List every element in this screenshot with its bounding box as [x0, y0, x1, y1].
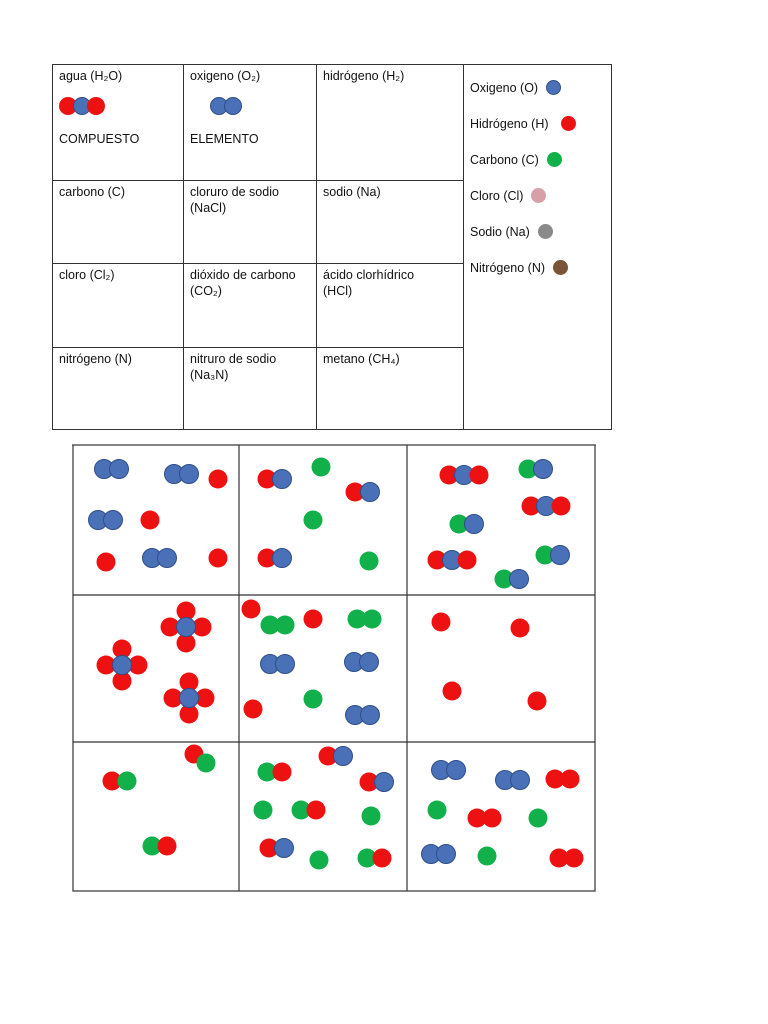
- carbon-atom: [197, 754, 216, 773]
- hydrogen-atom: [244, 700, 263, 719]
- element-tag: ELEMENTO: [190, 132, 259, 146]
- oxygen-atom: [551, 546, 570, 565]
- particle-diagram-grid: [72, 444, 596, 892]
- cell-label: carbono (C): [59, 185, 125, 199]
- sodium-dot-icon: [538, 224, 553, 239]
- oxygen-atom: [334, 747, 353, 766]
- legend-item-oxygen: [470, 80, 561, 95]
- cell-cloruro-de-sodio: [184, 181, 316, 263]
- cell-carbono: [53, 181, 183, 263]
- hydrogen-dot-icon: [561, 116, 576, 131]
- cell-label: oxigeno (O₂): [190, 69, 261, 83]
- hydrogen-atom: [97, 553, 116, 572]
- legend-label: Cloro (Cl): [470, 188, 524, 203]
- cell-label: dióxido de carbono (CO₂): [190, 268, 296, 298]
- legend-item-chlorine: [470, 188, 546, 203]
- hydrogen-atom: [470, 466, 489, 485]
- cell-nitruro-de-sodio: [184, 348, 316, 429]
- carbon-atom: [254, 801, 273, 820]
- cell-acido-clorhidrico: [317, 264, 463, 347]
- hydrogen-atom: [209, 470, 228, 489]
- hydrogen-atom: [307, 801, 326, 820]
- legend-label: Hidrógeno (H): [470, 116, 549, 131]
- cell-label: sodio (Na): [323, 185, 381, 199]
- oxygen-atom: [273, 549, 292, 568]
- cell-label: ácido clorhídrico (HCl): [323, 268, 415, 298]
- oxygen-atom: [158, 549, 177, 568]
- oxygen-atom: [375, 773, 394, 792]
- carbon-atom: [428, 801, 447, 820]
- carbon-atom: [478, 847, 497, 866]
- cell-label: metano (CH₄): [323, 352, 400, 366]
- chlorine-dot-icon: [531, 188, 546, 203]
- cell-label: cloruro de sodio (NaCl): [190, 185, 279, 215]
- carbon-atom: [312, 458, 331, 477]
- oxygen-atom: [275, 839, 294, 858]
- hydrogen-atom: [432, 613, 451, 632]
- oxygen-atom: [447, 761, 466, 780]
- carbon-atom: [118, 772, 137, 791]
- oxygen-atom: [180, 465, 199, 484]
- hydrogen-atom: [511, 619, 530, 638]
- carbon-atom: [304, 511, 323, 530]
- oxygen-atom: [465, 515, 484, 534]
- cell-dioxido-de-carbono: [184, 264, 316, 347]
- carbon-dot-icon: [547, 152, 562, 167]
- cell-label: cloro (Cl₂): [59, 268, 115, 282]
- hydrogen-atom: [443, 682, 462, 701]
- cell-cloro: [53, 264, 183, 347]
- hydrogen-atom: [304, 610, 323, 629]
- oxygen-atom: [534, 460, 553, 479]
- hydrogen-atom: [565, 849, 584, 868]
- legend-item-hydrogen: [470, 116, 576, 131]
- legend-item-sodium: [470, 224, 553, 239]
- oxygen-atom: [361, 706, 380, 725]
- nitrogen-dot-icon: [553, 260, 568, 275]
- oxygen-atom: [511, 771, 530, 790]
- carbon-atom: [276, 616, 295, 635]
- carbon-atom: [529, 809, 548, 828]
- cell-hidrogeno: [317, 65, 463, 180]
- oxygen-atom: [180, 689, 199, 708]
- cell-sodio: [317, 181, 463, 263]
- cell-oxigeno: [184, 65, 316, 180]
- cell-metano: [317, 348, 463, 429]
- compound-tag: COMPUESTO: [59, 132, 140, 146]
- cell-nitrogeno: [53, 348, 183, 429]
- carbon-atom: [362, 807, 381, 826]
- oxygen-atom: [510, 570, 529, 589]
- carbon-atom: [363, 610, 382, 629]
- carbon-atom: [304, 690, 323, 709]
- carbon-atom: [360, 552, 379, 571]
- hydrogen-atom: [141, 511, 160, 530]
- oxygen-atom: [113, 656, 132, 675]
- legend-label: Oxigeno (O): [470, 80, 539, 95]
- hydrogen-atom: [561, 770, 580, 789]
- hydrogen-atom: [242, 600, 261, 619]
- hydrogen-atom: [528, 692, 547, 711]
- legend-label: Sodio (Na): [470, 224, 530, 239]
- oxygen-dot-icon: [546, 80, 561, 95]
- hydrogen-atom: [458, 551, 477, 570]
- cell-label: nitruro de sodio (Na₃N): [190, 352, 277, 382]
- hydrogen-atom: [158, 837, 177, 856]
- hydrogen-atom: [552, 497, 571, 516]
- legend-item-nitrogen: [470, 260, 568, 275]
- hydrogen-atom: [483, 809, 502, 828]
- cell-label: hidrógeno (H₂): [323, 69, 405, 83]
- oxygen-atom: [110, 460, 129, 479]
- legend-item-carbon: [470, 152, 562, 167]
- oxygen-atom: [361, 483, 380, 502]
- oxygen-atom: [360, 653, 379, 672]
- hydrogen-atom: [373, 849, 392, 868]
- oxygen-atom: [104, 511, 123, 530]
- cell-agua: [53, 65, 183, 180]
- table-divider: [463, 65, 464, 429]
- cell-label: agua (H₂O): [59, 69, 123, 83]
- oxygen-atom: [276, 655, 295, 674]
- hydrogen-atom: [209, 549, 228, 568]
- legend-label: Carbono (C): [470, 152, 539, 167]
- oxygen-atom: [224, 97, 242, 115]
- oxygen-atom: [177, 618, 196, 637]
- hydrogen-atom: [87, 97, 105, 115]
- oxygen-atom: [437, 845, 456, 864]
- hydrogen-atom: [273, 763, 292, 782]
- oxygen-atom: [273, 470, 292, 489]
- cell-label: nitrógeno (N): [59, 352, 132, 366]
- carbon-atom: [310, 851, 329, 870]
- legend-label: Nitrógeno (N): [470, 260, 546, 275]
